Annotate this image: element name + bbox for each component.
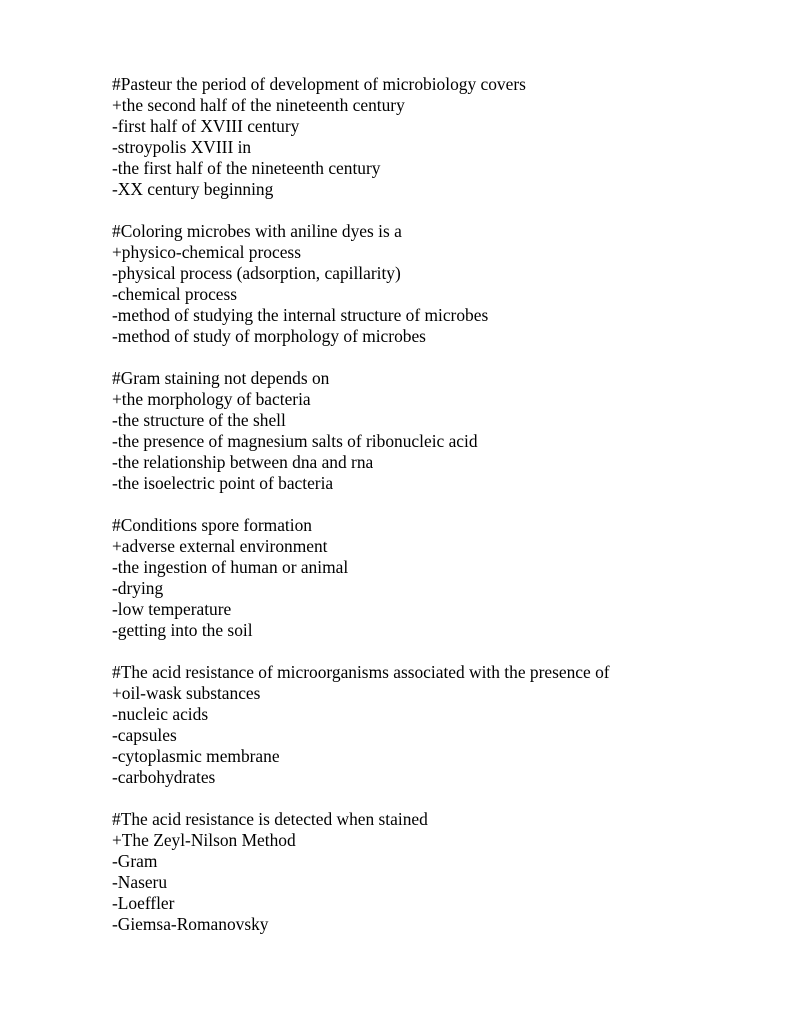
- answer-option: -carbohydrates: [112, 767, 216, 787]
- question-block: [112, 221, 762, 347]
- answer-option: -the isoelectric point of bacteria: [112, 473, 334, 493]
- answer-option: -Naseru: [112, 872, 168, 892]
- answer-option: +The Zeyl-Nilson Method: [112, 830, 296, 850]
- question-text: #Conditions spore formation: [112, 515, 312, 535]
- question-block: [112, 809, 762, 935]
- answer-option: -XX century beginning: [112, 179, 274, 199]
- answer-option: -first half of XVIII century: [112, 116, 300, 136]
- answer-option: -the ingestion of human or animal: [112, 557, 349, 577]
- answer-option: +adverse external environment: [112, 536, 328, 556]
- answer-option: +oil-wask substances: [112, 683, 261, 703]
- answer-option: -chemical process: [112, 284, 238, 304]
- answer-option: -the first half of the nineteenth century: [112, 158, 381, 178]
- answer-option: +physico-chemical process: [112, 242, 301, 262]
- question-block: [112, 515, 762, 641]
- answer-option: -physical process (adsorption, capillarity): [112, 263, 401, 283]
- question-text: #Pasteur the period of development of microbiology covers: [112, 74, 526, 94]
- question-text: #The acid resistance of microorganisms associated with the presence of: [112, 662, 610, 682]
- question-text: #The acid resistance is detected when stained: [112, 809, 428, 829]
- answer-option: -getting into the soil: [112, 620, 253, 640]
- answer-option: -stroypolis XVIII in: [112, 137, 252, 157]
- answer-option: -the structure of the shell: [112, 410, 286, 430]
- answer-option: -Loeffler: [112, 893, 175, 913]
- question-block: [112, 74, 762, 200]
- answer-option: -low temperature: [112, 599, 232, 619]
- question-text: #Gram staining not depends on: [112, 368, 330, 388]
- question-block: [112, 662, 762, 788]
- answer-option: -drying: [112, 578, 164, 598]
- answer-option: -cytoplasmic membrane: [112, 746, 280, 766]
- question-block: [112, 368, 762, 494]
- answer-option: -the relationship between dna and rna: [112, 452, 374, 472]
- answer-option: -Giemsa-Romanovsky: [112, 914, 269, 934]
- answer-option: -capsules: [112, 725, 177, 745]
- answer-option: -method of studying the internal structure of microbes: [112, 305, 489, 325]
- answer-option: -method of study of morphology of microbes: [112, 326, 426, 346]
- answer-option: -the presence of magnesium salts of ribonucleic acid: [112, 431, 478, 451]
- question-text: #Coloring microbes with aniline dyes is a: [112, 221, 402, 241]
- answer-option: +the morphology of bacteria: [112, 389, 311, 409]
- answer-option: -Gram: [112, 851, 158, 871]
- answer-option: -nucleic acids: [112, 704, 209, 724]
- document-body: [112, 74, 762, 956]
- answer-option: +the second half of the nineteenth century: [112, 95, 405, 115]
